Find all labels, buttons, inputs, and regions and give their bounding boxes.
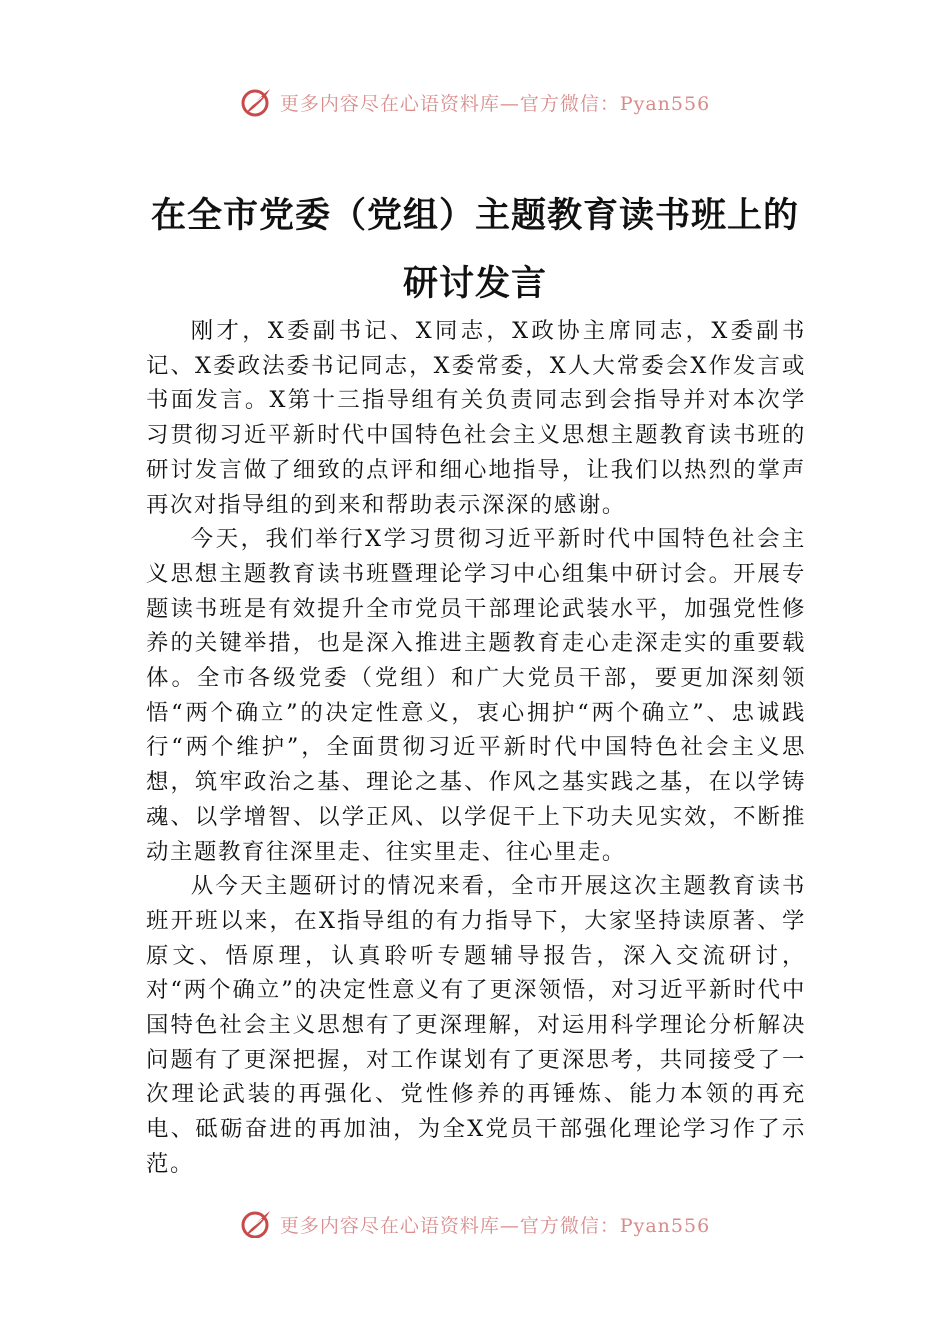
document-title-line-2: 研讨发言 — [402, 263, 547, 304]
document-title-line-1: 在全市党委（党组）主题教育读书班上的 — [150, 195, 799, 236]
document-body — [146, 314, 806, 1182]
quill-logo-icon — [240, 85, 274, 119]
paragraph-3: 从今天主题研讨的情况来看，全市开展这次主题教育读书班开班以来，在X指导组的有力指导下，大家坚持读原著、学原文、悟原理，认真聆听专题辅导报告，深入交流研讨，对“两个确立”的决定性意义有了更深领悟，对习近平新时代中国特色社会主义思想有了更深理解，对运用科学理论分析解决问题有了更深把握，对工作谋划有了更深思考，共同接受了一次理论武装的再强化、党性修养的再锤炼、能力本领的再充电、砥砺奋进的再加油，为全X党员干部强化理论学习作了示范。 — [146, 873, 806, 1177]
paragraph-2: 今天，我们举行X学习贯彻习近平新时代中国特色社会主义思想主题教育读书班暨理论学习中心组集中研讨会。开展专题读书班是有效提升全市党员干部理论武装水平，加强党性修养的关键举措，也是深入推进主题教育走心走深走实的重要载体。全市各级党委（党组）和广大党员干部，要更加深刻领悟“两个确立”的决定性意义，衷心拥护“两个确立”、忠诚践行“两个维护”，全面贯彻习近平新时代中国特色社会主义思想，筑牢政治之基、理论之基、作风之基实践之基，在以学铸魂、以学增智、以学正风、以学促干上下功夫见实效，不断推动主题教育往深里走、往实里走、往心里走。 — [146, 526, 806, 865]
watermark-banner-top — [0, 82, 950, 122]
watermark-text: 更多内容尽在心语资料库—官方微信：Pyan556 — [279, 1214, 711, 1237]
watermark-banner-bottom — [0, 1202, 950, 1238]
paragraph-1: 刚才，X委副书记、X同志，X政协主席同志，X委副书记、X委政法委书记同志，X委常委，X人大常委会X作发言或书面发言。X第十三指导组有关负责同志到会指导并对本次学习贯彻习近平新时代中国特色社会主义思想主题教育读书班的研讨发言做了细致的点评和细心地指导，让我们以热烈的掌声再次对指导组的到来和帮助表示深深的感谢。 — [146, 318, 806, 518]
watermark-text: 更多内容尽在心语资料库—官方微信：Pyan556 — [279, 92, 711, 115]
quill-logo-icon — [240, 1207, 274, 1238]
